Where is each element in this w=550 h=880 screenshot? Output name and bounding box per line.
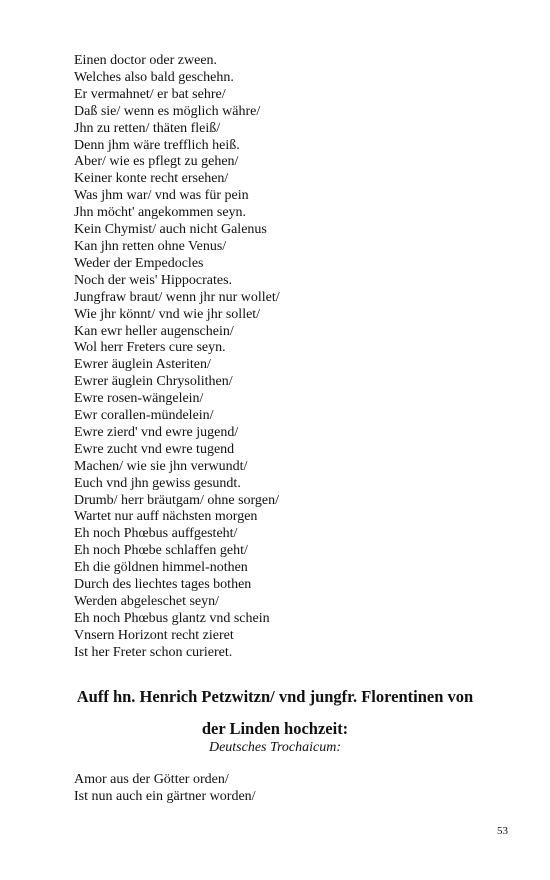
second-poem-body (74, 772, 514, 806)
poem-line: Vnsern Horizont recht zieret (74, 627, 234, 643)
poem-line: Ist nun auch ein gärtner worden/ (74, 788, 256, 804)
poem-line: Jhn möcht' angekommen seyn. (74, 205, 247, 221)
poem-line: Kan jhn retten ohne Venus/ (74, 238, 227, 254)
page-number: 53 (497, 825, 508, 837)
section-heading (40, 681, 510, 745)
poem-line: Ewr corallen-mündelein/ (74, 408, 214, 424)
poem-line: Ewrer äuglein Chrysolithen/ (74, 374, 233, 390)
poem-line: Eh noch Phœbus auffgesteht/ (74, 526, 238, 542)
poem-line: Daß sie/ wenn es möglich währe/ (74, 103, 261, 119)
poem-line: Kein Chymist/ auch nicht Galenus (74, 222, 267, 238)
poem-line: Welches also bald geschehn. (74, 69, 234, 85)
section-subtitle: Deutsches Trochaicum: (208, 740, 342, 755)
poem-line: Wartet nur auff nächsten morgen (74, 509, 258, 525)
poem-line: Weder der Empedocles (74, 255, 204, 271)
poem-line: Amor aus der Götter orden/ (74, 772, 229, 787)
poem-line: Euch vnd jhn gewiss gesundt. (74, 475, 241, 491)
poem-line: Ewre zucht vnd ewre tugend (74, 441, 235, 457)
poem-line: Werden abgeleschet seyn/ (74, 594, 220, 609)
poem-line: Noch der weis' Hippocrates. (74, 272, 233, 288)
poem-line: Jhn zu retten/ thäten fleiß/ (74, 120, 221, 136)
section-heading-line-2: der Linden hochzeit: (201, 719, 349, 738)
poem-line: Durch des liechtes tages bothen (74, 577, 252, 593)
poem-line: Machen/ wie sie jhn verwundt/ (74, 458, 248, 474)
poem-line: Ewre zierd' vnd ewre jugend/ (74, 424, 239, 440)
poem-line: Einen doctor oder zween. (74, 53, 218, 68)
poem-line: Drumb/ herr bräutgam/ ohne sorgen/ (74, 492, 280, 508)
poem-line: Wol herr Freters cure seyn. (74, 340, 226, 356)
poem-line: Eh noch Phœbe schlaffen geht/ (74, 543, 248, 559)
poem-line: Eh noch Phœbus glantz vnd schein (74, 610, 270, 626)
poem-line: Ewre rosen-wängelein/ (74, 391, 204, 407)
poem-line: Er vermahnet/ er bat sehre/ (74, 86, 226, 102)
poem-line: Ewrer äuglein Asteriten/ (74, 357, 211, 373)
poem-line: Keiner konte recht ersehen/ (74, 171, 229, 187)
poem-line: Denn jhm wäre trefflich heiß. (74, 137, 240, 153)
poem-line: Wie jhr könnt/ vnd wie jhr sollet/ (74, 306, 261, 322)
poem-line: Kan ewr heller augenschein/ (74, 323, 234, 339)
section-heading-line-1: Auff hn. Henrich Petzwitzn/ vnd jungfr. Florentinen von (76, 687, 474, 706)
poem-line: Eh die göldnen himmel-nothen (74, 560, 248, 576)
poem-line: Jungfraw braut/ wenn jhr nur wollet/ (74, 289, 280, 305)
poem-line: Aber/ wie es pflegt zu gehen/ (74, 154, 239, 170)
poem-body (74, 53, 514, 662)
poem-line: Ist her Freter schon curieret. (74, 644, 233, 660)
poem-line: Was jhm war/ vnd was für pein (74, 188, 249, 204)
